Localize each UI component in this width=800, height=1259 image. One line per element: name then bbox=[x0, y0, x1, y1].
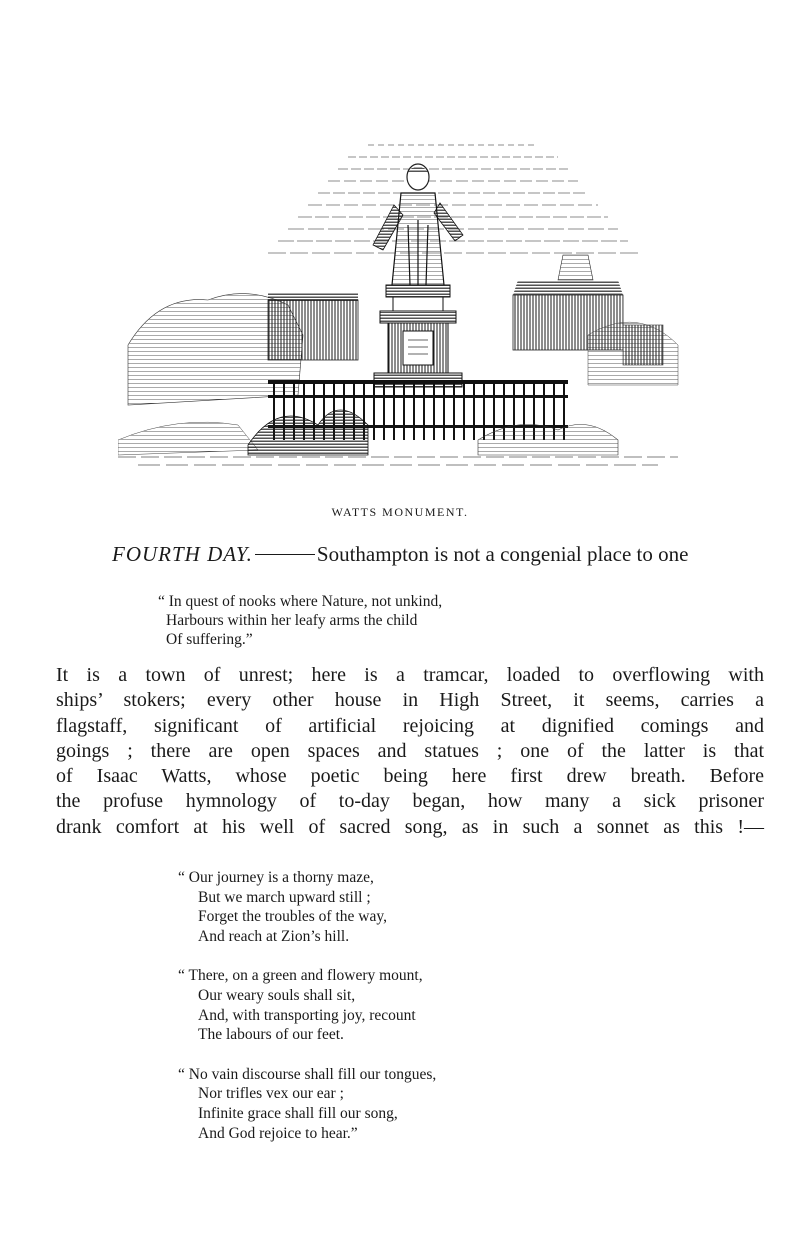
illustration-caption: WATTS MONUMENT. bbox=[331, 505, 469, 519]
hymn-line: “ Our journey is a thorny maze, bbox=[178, 869, 374, 886]
hymn-stanza bbox=[178, 1065, 436, 1143]
paragraph-line: the profuse hymnology of to-day began, how many a sick prisoner bbox=[56, 790, 764, 813]
paragraph-line: drank comfort at his well of sacred song, as in such a sonnet as this !— bbox=[56, 815, 764, 838]
hymn-stanza bbox=[178, 966, 436, 1044]
chapter-heading: FOURTH DAY. bbox=[112, 542, 253, 566]
epigraph-line: Of suffering.” bbox=[166, 631, 253, 648]
hymn-line: Infinite grace shall fill our song, bbox=[198, 1104, 398, 1122]
hymn-line: Our weary souls shall sit, bbox=[198, 986, 356, 1004]
watts-monument-engraving bbox=[118, 95, 686, 475]
body-paragraph bbox=[56, 663, 764, 840]
hymn-line: But we march upward still ; bbox=[198, 888, 371, 906]
hymn-line: “ No vain discourse shall fill our tongues, bbox=[178, 1065, 437, 1083]
paragraph-line: It is a town of unrest; here is a tramcar, loaded to overflowing with bbox=[56, 664, 764, 686]
hymn-line: “ There, on a green and flowery mount, bbox=[178, 967, 423, 985]
paragraph-line: goings ; there are open spaces and statues ; one of the latter is that bbox=[56, 739, 764, 762]
hymn-stanza bbox=[178, 868, 436, 946]
hymn-quotation bbox=[178, 868, 436, 1163]
epigraph-line: Harbours within her leafy arms the child bbox=[166, 612, 418, 629]
paragraph-line: flagstaff, significant of artificial rejoicing at dignified comings and bbox=[56, 714, 764, 737]
paragraph-line: ships’ stokers; every other house in High Street, it seems, carries a bbox=[56, 689, 764, 712]
paragraph-line: of Isaac Watts, whose poetic being here first drew breath. Before bbox=[56, 765, 764, 788]
hymn-line: And reach at Zion’s hill. bbox=[198, 927, 350, 945]
epigraph-line: “ In quest of nooks where Nature, not unkind, bbox=[158, 593, 443, 610]
hymn-line: And God rejoice to hear.” bbox=[198, 1124, 358, 1142]
em-dash-rule bbox=[255, 554, 315, 555]
hymn-line: The labours of our feet. bbox=[198, 1026, 344, 1044]
hymn-line: And, with transporting joy, recount bbox=[198, 1006, 416, 1024]
hymn-line: Forget the troubles of the way, bbox=[198, 908, 387, 926]
chapter-opening-line bbox=[112, 542, 712, 567]
chapter-opening-text: Southampton is not a congenial place to one bbox=[316, 542, 689, 566]
epigraph bbox=[158, 592, 442, 649]
hymn-line: Nor trifles vex our ear ; bbox=[198, 1085, 344, 1103]
